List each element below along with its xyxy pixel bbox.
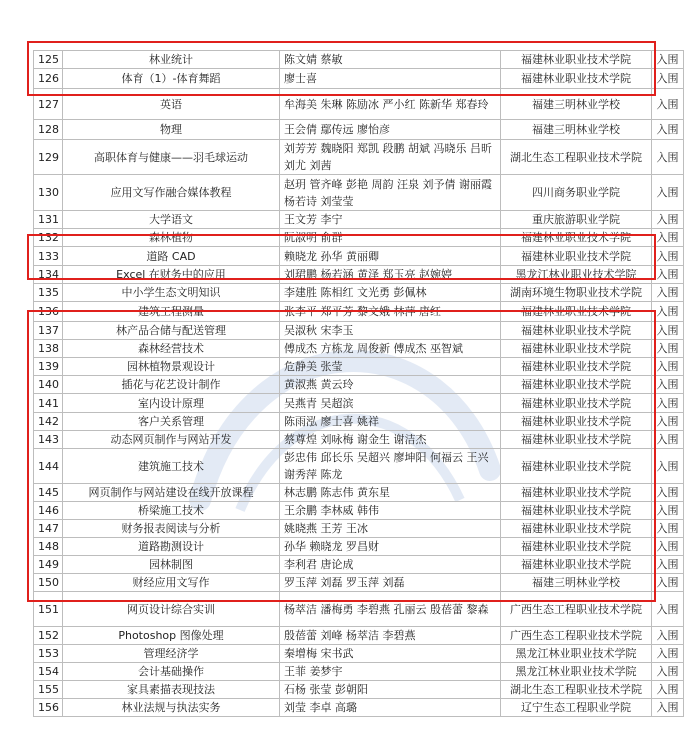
course-name: 森林经营技术 [63, 340, 280, 358]
row-number: 146 [34, 502, 63, 520]
table-row [34, 645, 684, 663]
table-row [34, 266, 684, 284]
row-number: 137 [34, 322, 63, 340]
result-status: 入围 [652, 502, 684, 520]
authors: 林志鹏 陈志伟 黄东星 [280, 484, 501, 502]
authors: 王会倩 鄢传远 廖怡彦 [280, 120, 501, 140]
authors: 姚晓燕 王芳 王冰 [280, 520, 501, 538]
course-name: 道路勘测设计 [63, 538, 280, 556]
school-name: 福建林业职业技术学院 [501, 431, 652, 449]
authors: 赖晓龙 孙华 黄丽卿 [280, 247, 501, 266]
school-name: 福建林业职业技术学院 [501, 302, 652, 322]
course-name: 林业统计 [63, 51, 280, 69]
course-name: 网页制作与网站建设在线开放课程 [63, 484, 280, 502]
row-number: 135 [34, 284, 63, 302]
result-status: 入围 [652, 556, 684, 574]
course-name: 中小学生态文明知识 [63, 284, 280, 302]
row-number: 140 [34, 376, 63, 394]
authors: 危静美 张莹 [280, 358, 501, 376]
course-name: 财经应用文写作 [63, 574, 280, 592]
table-row [34, 247, 684, 266]
course-name: 大学语文 [63, 211, 280, 229]
school-name: 黑龙江林业职业技术学院 [501, 266, 652, 284]
course-name: 室内设计原理 [63, 394, 280, 413]
authors: 李建胜 陈相红 文光勇 彭佩林 [280, 284, 501, 302]
row-number: 154 [34, 663, 63, 681]
authors: 赵玥 管齐峰 彭艳 周韵 汪泉 刘予倩 谢丽霞 杨若诗 刘莹莹 [280, 175, 501, 211]
course-name: 物理 [63, 120, 280, 140]
result-status: 入围 [652, 592, 684, 627]
authors: 陈雨泓 廖士喜 姚祥 [280, 413, 501, 431]
course-name: 应用文写作融合媒体教程 [63, 175, 280, 211]
school-name: 福建三明林业学校 [501, 89, 652, 120]
school-name: 黑龙江林业职业技术学院 [501, 663, 652, 681]
school-name: 湖南环境生物职业技术学院 [501, 284, 652, 302]
authors: 刘珺鹏 杨若涵 黄泽 郑玉亮 赵婉婷 [280, 266, 501, 284]
table-row [34, 140, 684, 175]
row-number: 151 [34, 592, 63, 627]
row-number: 133 [34, 247, 63, 266]
course-name: 高职体育与健康——羽毛球运动 [63, 140, 280, 175]
course-name: Excel 在财务中的应用 [63, 266, 280, 284]
course-name: 森林植物 [63, 229, 280, 247]
table-row [34, 284, 684, 302]
row-number: 144 [34, 449, 63, 484]
authors: 杨萃洁 潘梅勇 李碧燕 孔丽云 殷蓓蕾 黎森 [280, 592, 501, 627]
table-row [34, 51, 684, 69]
school-name: 福建林业职业技术学院 [501, 520, 652, 538]
table-row [34, 431, 684, 449]
course-name: 园林植物景观设计 [63, 358, 280, 376]
row-number: 125 [34, 51, 63, 69]
result-status: 入围 [652, 645, 684, 663]
row-number: 131 [34, 211, 63, 229]
course-name: 动态网页制作与网站开发 [63, 431, 280, 449]
school-name: 福建林业职业技术学院 [501, 394, 652, 413]
result-status: 入围 [652, 627, 684, 645]
result-status: 入围 [652, 140, 684, 175]
authors: 廖士喜 [280, 69, 501, 89]
authors: 孙华 赖晓龙 罗昌财 [280, 538, 501, 556]
result-status: 入围 [652, 175, 684, 211]
table-row [34, 302, 684, 322]
result-status: 入围 [652, 431, 684, 449]
row-number: 145 [34, 484, 63, 502]
authors: 刘莹 李卓 高璐 [280, 699, 501, 717]
school-name: 福建林业职业技术学院 [501, 449, 652, 484]
result-status: 入围 [652, 340, 684, 358]
course-name: 家具素描表现技法 [63, 681, 280, 699]
table-row [34, 358, 684, 376]
table-row [34, 699, 684, 717]
course-name: 道路 CAD [63, 247, 280, 266]
table-row [34, 394, 684, 413]
row-number: 153 [34, 645, 63, 663]
authors: 黄淑燕 黄云玲 [280, 376, 501, 394]
result-status: 入围 [652, 266, 684, 284]
school-name: 福建三明林业学校 [501, 574, 652, 592]
table-row [34, 520, 684, 538]
row-number: 149 [34, 556, 63, 574]
school-name: 福建三明林业学校 [501, 120, 652, 140]
authors: 刘芳芳 魏晓阳 郑凯 段鹏 胡斌 冯晓乐 吕昕 刘尤 刘茜 [280, 140, 501, 175]
course-list-table [33, 50, 684, 717]
course-name: 建筑工程测量 [63, 302, 280, 322]
course-name: 园林制图 [63, 556, 280, 574]
course-name: 插花与花艺设计制作 [63, 376, 280, 394]
authors: 石杨 张莹 彭朝阳 [280, 681, 501, 699]
result-status: 入围 [652, 574, 684, 592]
table-row [34, 229, 684, 247]
course-name: 会计基础操作 [63, 663, 280, 681]
school-name: 福建林业职业技术学院 [501, 340, 652, 358]
table-row [34, 376, 684, 394]
authors: 蔡尊煌 刘咏梅 谢金生 谢洁杰 [280, 431, 501, 449]
table-row [34, 627, 684, 645]
result-status: 入围 [652, 358, 684, 376]
row-number: 143 [34, 431, 63, 449]
authors: 王菲 姜梦宇 [280, 663, 501, 681]
row-number: 136 [34, 302, 63, 322]
school-name: 福建林业职业技术学院 [501, 556, 652, 574]
school-name: 福建林业职业技术学院 [501, 69, 652, 89]
course-name: 林产品合储与配送管理 [63, 322, 280, 340]
table-row [34, 681, 684, 699]
result-status: 入围 [652, 51, 684, 69]
row-number: 129 [34, 140, 63, 175]
school-name: 福建林业职业技术学院 [501, 51, 652, 69]
school-name: 广西生态工程职业技术学院 [501, 627, 652, 645]
authors: 傅成杰 方栋龙 周俊新 傅成杰 巫智斌 [280, 340, 501, 358]
school-name: 福建林业职业技术学院 [501, 322, 652, 340]
result-status: 入围 [652, 322, 684, 340]
result-status: 入围 [652, 413, 684, 431]
result-status: 入围 [652, 394, 684, 413]
authors: 殷蓓蕾 刘峰 杨萃洁 李碧燕 [280, 627, 501, 645]
result-status: 入围 [652, 681, 684, 699]
row-number: 141 [34, 394, 63, 413]
table-row [34, 322, 684, 340]
course-name: 财务报表阅读与分析 [63, 520, 280, 538]
authors: 牟海美 朱琳 陈励冰 严小红 陈新华 郑春玲 [280, 89, 501, 120]
result-status: 入围 [652, 120, 684, 140]
course-name: 客户关系管理 [63, 413, 280, 431]
table-row [34, 120, 684, 140]
result-status: 入围 [652, 302, 684, 322]
course-name: 网页设计综合实训 [63, 592, 280, 627]
authors: 阮淑明 俞群 [280, 229, 501, 247]
table-row [34, 69, 684, 89]
row-number: 152 [34, 627, 63, 645]
row-number: 126 [34, 69, 63, 89]
row-number: 148 [34, 538, 63, 556]
table-row [34, 574, 684, 592]
row-number: 147 [34, 520, 63, 538]
course-name: 建筑施工技术 [63, 449, 280, 484]
result-status: 入围 [652, 284, 684, 302]
school-name: 福建林业职业技术学院 [501, 538, 652, 556]
course-name: 林业法规与执法实务 [63, 699, 280, 717]
result-status: 入围 [652, 247, 684, 266]
result-status: 入围 [652, 699, 684, 717]
school-name: 黑龙江林业职业技术学院 [501, 645, 652, 663]
table-row [34, 538, 684, 556]
school-name: 辽宁生态工程职业学院 [501, 699, 652, 717]
table-row [34, 502, 684, 520]
authors: 吴淑秋 宋李玉 [280, 322, 501, 340]
result-status: 入围 [652, 211, 684, 229]
authors: 陈文婧 蔡敏 [280, 51, 501, 69]
result-status: 入围 [652, 449, 684, 484]
authors: 张李平 郑平芳 黎文娥 林萍 唐红 [280, 302, 501, 322]
result-status: 入围 [652, 538, 684, 556]
course-name: 英语 [63, 89, 280, 120]
course-name: 管理经济学 [63, 645, 280, 663]
table-row [34, 556, 684, 574]
authors: 李利君 唐论成 [280, 556, 501, 574]
school-name: 福建林业职业技术学院 [501, 358, 652, 376]
table-row [34, 484, 684, 502]
authors: 秦增梅 宋书武 [280, 645, 501, 663]
school-name: 湖北生态工程职业技术学院 [501, 681, 652, 699]
school-name: 福建林业职业技术学院 [501, 247, 652, 266]
course-name: Photoshop 图像处理 [63, 627, 280, 645]
school-name: 福建林业职业技术学院 [501, 376, 652, 394]
table-row [34, 449, 684, 484]
table-row [34, 592, 684, 627]
authors: 彭忠伟 邱长乐 吴超兴 廖坤阳 何福云 王兴 谢秀萍 陈龙 [280, 449, 501, 484]
row-number: 127 [34, 89, 63, 120]
result-status: 入围 [652, 376, 684, 394]
row-number: 130 [34, 175, 63, 211]
result-status: 入围 [652, 663, 684, 681]
row-number: 155 [34, 681, 63, 699]
school-name: 四川商务职业学院 [501, 175, 652, 211]
result-status: 入围 [652, 484, 684, 502]
row-number: 156 [34, 699, 63, 717]
authors: 罗玉萍 刘磊 罗玉萍 刘磊 [280, 574, 501, 592]
school-name: 福建林业职业技术学院 [501, 229, 652, 247]
school-name: 广西生态工程职业技术学院 [501, 592, 652, 627]
course-name: 体育（1）-体育舞蹈 [63, 69, 280, 89]
table-row [34, 340, 684, 358]
authors: 吴燕青 吴超滨 [280, 394, 501, 413]
school-name: 福建林业职业技术学院 [501, 484, 652, 502]
school-name: 重庆旅游职业学院 [501, 211, 652, 229]
row-number: 142 [34, 413, 63, 431]
authors: 王文芳 李宁 [280, 211, 501, 229]
row-number: 138 [34, 340, 63, 358]
result-status: 入围 [652, 89, 684, 120]
row-number: 139 [34, 358, 63, 376]
row-number: 134 [34, 266, 63, 284]
result-status: 入围 [652, 229, 684, 247]
result-status: 入围 [652, 520, 684, 538]
school-name: 福建林业职业技术学院 [501, 413, 652, 431]
table-row [34, 175, 684, 211]
row-number: 132 [34, 229, 63, 247]
table-row [34, 89, 684, 120]
school-name: 湖北生态工程职业技术学院 [501, 140, 652, 175]
school-name: 福建林业职业技术学院 [501, 502, 652, 520]
row-number: 128 [34, 120, 63, 140]
course-name: 桥梁施工技术 [63, 502, 280, 520]
table-row [34, 413, 684, 431]
result-status: 入围 [652, 69, 684, 89]
table-row [34, 211, 684, 229]
table-row [34, 663, 684, 681]
row-number: 150 [34, 574, 63, 592]
authors: 王余鹏 李林威 韩伟 [280, 502, 501, 520]
